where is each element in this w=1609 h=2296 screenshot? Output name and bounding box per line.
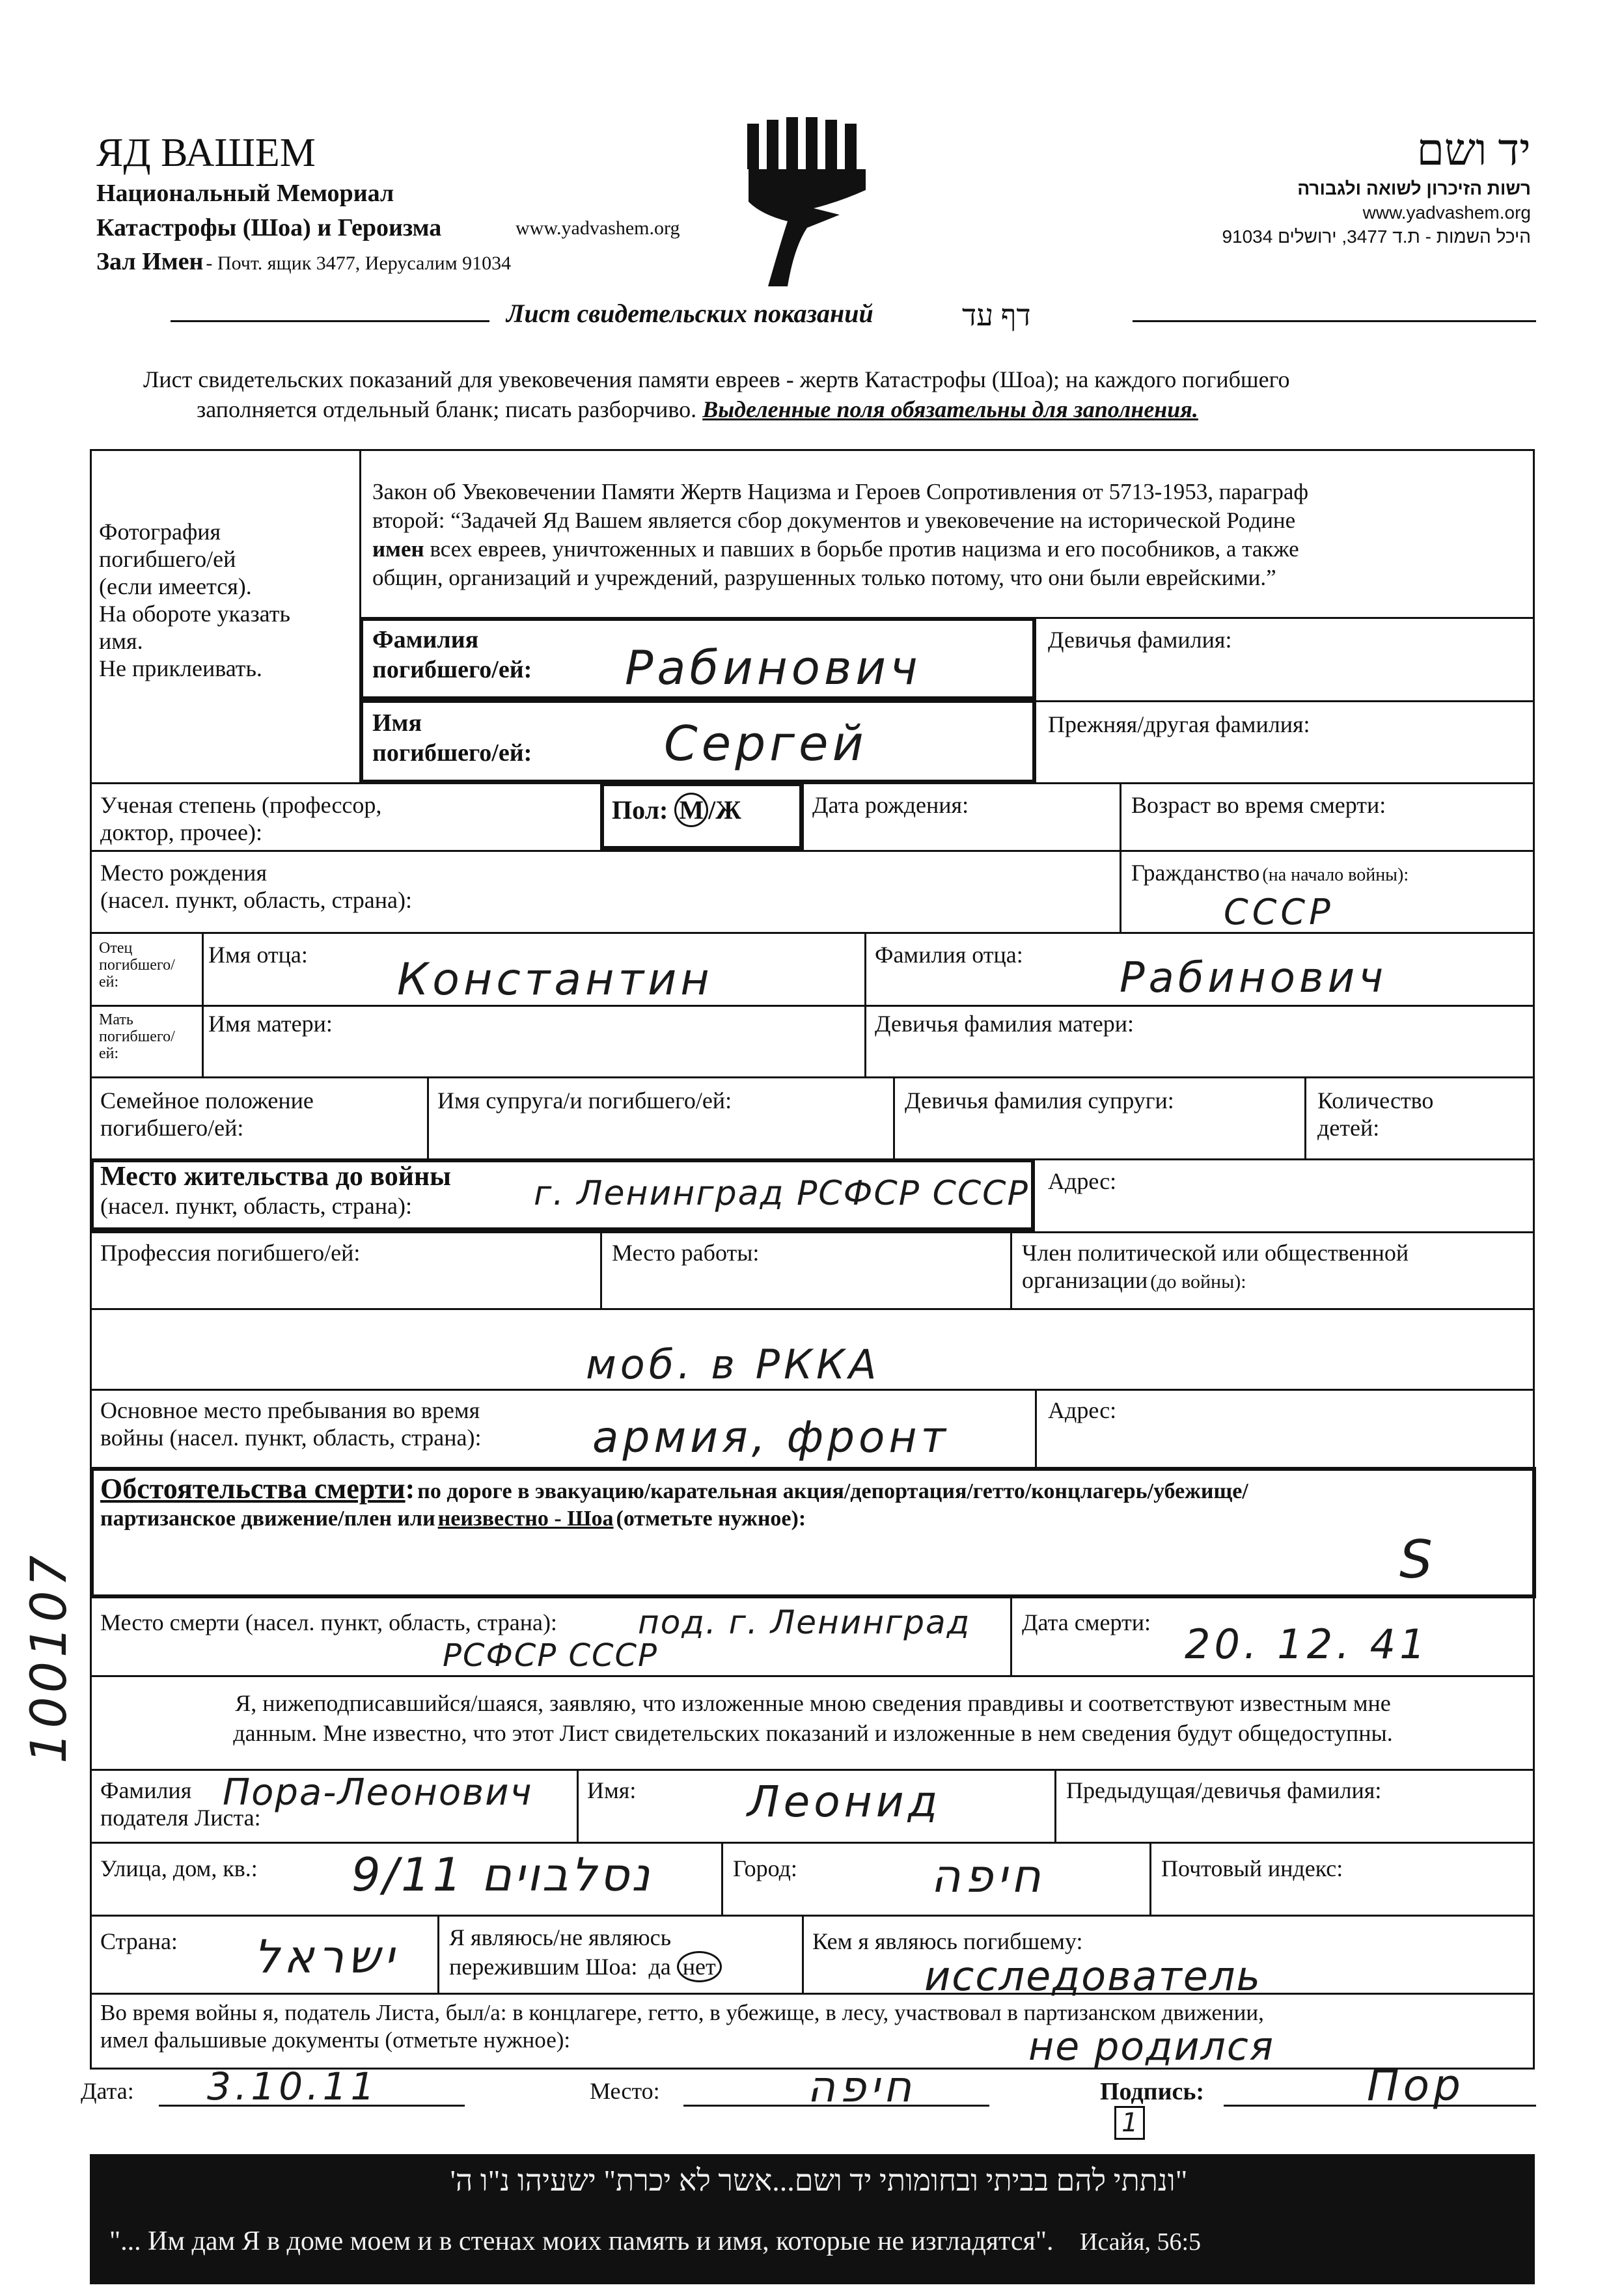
- victim-surname-l1: Фамилия: [372, 626, 479, 653]
- death-date-value: 20. 12. 41: [1185, 1620, 1429, 1668]
- quote-banner: [90, 2154, 1535, 2284]
- ru-org-line2: Катастрофы (Шоа) и Героизма: [96, 214, 442, 241]
- death-options-l2-c: (отметьте нужное):: [616, 1507, 806, 1531]
- sign-date-value: 3.10.11: [207, 2064, 379, 2109]
- death-circumstances-options-l1: по дороге в эвакуацию/карательная акция/депортация/гетто/концлагерь/убежище/: [417, 1479, 1248, 1503]
- intro-line2: [143, 394, 1510, 424]
- zip-label: Почтовый индекс:: [1161, 1855, 1343, 1881]
- divider-birth: [802, 782, 804, 850]
- spouse-maiden-label: Девичья фамилия супруги:: [905, 1087, 1174, 1114]
- children-count-label: [1317, 1087, 1433, 1141]
- member-l2-row: [1022, 1266, 1409, 1294]
- country-value: ישראל: [254, 1930, 398, 1984]
- death-circumstances-colon: :: [405, 1473, 415, 1505]
- submitter-name-label: Имя:: [587, 1777, 637, 1803]
- marital-status-l1: Семейное положение: [100, 1087, 314, 1114]
- submitter-name-divider: [577, 1769, 579, 1842]
- signature-label: Подпись:: [1100, 2078, 1205, 2105]
- death-options-l2-a: партизанское движение/плен или: [100, 1507, 435, 1531]
- children-l1: Количество: [1317, 1087, 1434, 1114]
- birth-date-label: Дата рождения:: [812, 792, 969, 818]
- rule-above-degree: [90, 782, 1535, 784]
- profession-label: Профессия погибшего/ей:: [100, 1240, 361, 1266]
- sex-label-row: [612, 793, 741, 827]
- declaration-l2: данным. Мне известно, что этот Лист свидетельских показаний и изложенные в нем сведения будут общедоступны.: [233, 1720, 1393, 1746]
- law-names-word: имен: [372, 536, 424, 562]
- death-circumstances-l2: [100, 1507, 1526, 1531]
- relation-value: исследователь: [924, 1952, 1262, 2000]
- rule-above-wartime: [90, 1389, 1535, 1391]
- rule-above-family: [90, 1076, 1535, 1078]
- residence-l1: Место жительства до войны: [100, 1162, 451, 1192]
- workplace-divider: [600, 1231, 602, 1308]
- rule-above-father: [90, 932, 1535, 934]
- member-l2: организации: [1022, 1267, 1148, 1293]
- submitter-prev-surname-label: Предыдущая/девичья фамилия:: [1066, 1777, 1382, 1803]
- rule-above-name: [1036, 700, 1535, 702]
- father-side-l1: Отец: [99, 940, 133, 957]
- street-label: Улица, дом, кв.:: [100, 1855, 258, 1881]
- death-circumstances-mark: S: [1399, 1529, 1437, 1590]
- mobilized-value: моб. в РККА: [586, 1341, 881, 1388]
- ru-hall-name: Зал Имен: [96, 248, 204, 275]
- father-side-l2: погибшего/: [99, 957, 175, 974]
- side-record-number: 100107: [20, 1551, 77, 1764]
- death-place-value-l2: РСФСР СССР: [443, 1637, 658, 1674]
- intro-line2-a: заполняется отдельный бланк; писать разборчиво.: [197, 396, 697, 422]
- he-org-url: www.yadvashem.org: [1362, 202, 1531, 223]
- member-label: [1022, 1239, 1409, 1294]
- victim-prev-surname-label: Прежняя/другая фамилия:: [1048, 711, 1310, 737]
- city-label: Город:: [733, 1855, 797, 1881]
- victim-name-l1: Имя: [372, 709, 422, 737]
- survivor-divider: [437, 1915, 439, 1993]
- he-org-line3: היכל השמות - ת.ד 3477, ירושלים 91034: [1222, 226, 1531, 247]
- death-place-value-l1: под. г. Ленинград: [638, 1604, 971, 1641]
- children-divider: [1304, 1076, 1306, 1158]
- header-he-block: [1075, 124, 1531, 250]
- photo-l2: погибшего/ей: [99, 546, 236, 572]
- citizenship-note: (на начало войны):: [1262, 865, 1409, 885]
- submitter-name-value: Леонид: [747, 1777, 942, 1827]
- parents-side-divider: [202, 932, 204, 1076]
- title-rule-left: [171, 320, 489, 322]
- intro-text: [143, 364, 1510, 424]
- law-quote: [372, 478, 1531, 592]
- photo-l6: Не приклеивать.: [99, 655, 262, 681]
- mother-side-l2: погибшего/: [99, 1028, 175, 1045]
- father-name-value: Константин: [397, 954, 713, 1005]
- father-side-label: [99, 940, 175, 991]
- header-ru-block: [96, 130, 747, 275]
- ru-org-line3: [96, 247, 511, 276]
- relation-label: Кем я являюсь погибшему:: [812, 1928, 1083, 1954]
- war-status-l1: Во время войны я, податель Листа, был/а: в концлагере, гетто, в убежище, в лесу, участвовал в партизанском движении,: [100, 2000, 1264, 2025]
- banner-ru-line: [109, 2226, 1522, 2257]
- war-status-value: не родился: [1028, 2024, 1274, 2070]
- survivor-l2-row: [449, 1951, 722, 1982]
- ru-org-url: www.yadvashem.org: [516, 217, 680, 239]
- law-l3-rest: всех евреев, уничтоженных и павших в борьбе против нацизма и его пособников, а также: [430, 536, 1299, 562]
- signature-rule: [1224, 2105, 1536, 2107]
- submitter-prev-divider: [1054, 1769, 1056, 1842]
- spouse-name-label: Имя супруга/и погибшего/ей:: [437, 1087, 732, 1114]
- title-rule-right: [1133, 320, 1536, 322]
- father-side-l3: ей:: [99, 974, 119, 991]
- rule-below-work: [90, 1308, 1535, 1310]
- victim-surname-label: [372, 625, 532, 685]
- spouse-maiden-divider: [893, 1076, 895, 1158]
- declaration-text: [100, 1688, 1526, 1748]
- victim-name-label: [372, 708, 532, 768]
- mother-maiden-label: Девичья фамилия матери:: [875, 1011, 1135, 1037]
- degree-l2: доктор, прочее):: [100, 819, 262, 845]
- victim-name-value: Сергей: [664, 716, 868, 772]
- sign-date-rule: [159, 2105, 465, 2107]
- father-surname-label: Фамилия отца:: [875, 942, 1023, 968]
- birthplace-l2: (насел. пункт, область, страна):: [100, 887, 413, 913]
- marital-status-label: [100, 1087, 314, 1141]
- father-name-label: Имя отца:: [208, 942, 308, 968]
- he-org-title: יד ושם: [1416, 125, 1531, 174]
- birthplace-l1: Место рождения: [100, 860, 268, 886]
- photo-l3: (если имеется).: [99, 573, 252, 599]
- sign-place-value: חיפה: [807, 2062, 916, 2112]
- workplace-label: Место работы:: [612, 1240, 760, 1266]
- death-date-divider: [1010, 1598, 1012, 1675]
- survivor-l2: пережившим Шоа:: [449, 1954, 638, 1980]
- residence-address-label: Адрес:: [1048, 1168, 1117, 1194]
- mother-side-label: [99, 1011, 175, 1062]
- sign-date-label: Дата:: [81, 2078, 134, 2104]
- father-surname-divider: [864, 932, 866, 1076]
- victim-surname-value: Рабинович: [625, 640, 922, 695]
- survivor-option-no[interactable]: нет: [677, 1951, 722, 1982]
- sign-place-rule: [683, 2105, 989, 2107]
- law-l3: [372, 535, 1531, 564]
- spouse-divider: [427, 1076, 429, 1158]
- wartime-place-value: армия, фронт: [592, 1412, 950, 1462]
- children-l2: детей:: [1317, 1115, 1380, 1141]
- street-value: 9/11 נסלבוים: [351, 1848, 653, 1902]
- birthplace-label: [100, 859, 412, 914]
- signature-value: Пор: [1367, 2060, 1465, 2111]
- survivor-l1: Я являюсь/не являюсь: [449, 1924, 672, 1950]
- sex-option-f[interactable]: /Ж: [708, 795, 741, 825]
- age-at-death-label: Возраст во время смерти:: [1131, 792, 1386, 818]
- relation-divider: [802, 1915, 804, 1993]
- zip-divider: [1149, 1842, 1151, 1915]
- rule-above-mother: [90, 1005, 1535, 1007]
- ru-org-title: ЯД ВАШЕМ: [96, 131, 316, 175]
- wartime-address-divider: [1035, 1389, 1037, 1468]
- banner-he-quote: "ונתתי להם בביתי ובחומותי יד ושם...אשר לא יכרת" ישעיהו נ"ו ה': [450, 2164, 1188, 2197]
- death-place-label: Место смерти (насел. пункт, область, страна):: [100, 1609, 557, 1635]
- degree-label: [100, 791, 381, 846]
- wartime-place-label: [100, 1397, 482, 1451]
- declaration-l1: Я, нижеподписавшийся/шаяся, заявляю, что изложенные мною сведения правдивы и соответствуют известным мне: [235, 1690, 1391, 1716]
- ru-hall-address: - Почт. ящик 3477, Иерусалим 91034: [206, 253, 512, 274]
- intro-required-note: Выделенные поля обязательны для заполнения.: [702, 396, 1198, 422]
- divider-age: [1120, 782, 1121, 932]
- law-l1: Закон об Увековечении Памяти Жертв Нацизма и Героев Сопротивления от 5713-1953, параграф: [372, 479, 1309, 504]
- death-circumstances-text: [100, 1472, 1526, 1531]
- country-label: Страна:: [100, 1928, 178, 1954]
- death-date-label: Дата смерти:: [1022, 1609, 1151, 1635]
- page-number-mark: 1: [1114, 2106, 1145, 2140]
- residence-l2: (насел. пункт, область, страна):: [100, 1193, 413, 1219]
- photo-l1: Фотография: [99, 519, 221, 545]
- sex-option-m[interactable]: М: [674, 793, 708, 827]
- citizenship-value: СССР: [1224, 892, 1334, 933]
- wartime-l1: Основное место пребывания во время: [100, 1397, 480, 1423]
- death-options-unknown: неизвестно - Шоа: [437, 1507, 614, 1531]
- citizenship-label: Гражданство: [1131, 860, 1260, 886]
- war-status-l2: имел фальшивые документы (отметьте нужное):: [100, 2027, 571, 2053]
- rule-above-birthplace: [90, 850, 1535, 852]
- yad-vashem-logo: [742, 117, 872, 293]
- victim-surname-l2: погибшего/ей:: [372, 656, 532, 683]
- citizenship-label-row: [1131, 859, 1409, 886]
- sign-place-label: Место:: [590, 2078, 660, 2104]
- rule-above-declaration: [90, 1675, 1535, 1677]
- residence-label: [100, 1161, 451, 1220]
- rule-above-war-status: [90, 1993, 1535, 1995]
- form-title-ru: Лист свидетельских показаний: [506, 299, 873, 328]
- member-l1: Член политической или общественной: [1022, 1240, 1409, 1266]
- he-org-line1: רשות הזיכרון לשואה ולגבורה: [1297, 178, 1531, 198]
- member-divider: [1010, 1231, 1012, 1308]
- victim-maiden-label: Девичья фамилия:: [1048, 627, 1232, 653]
- banner-ru-quote: "... Им дам Я в доме моем и в стенах моих память и имя, которые не изгладятся".: [109, 2226, 1054, 2256]
- city-divider: [721, 1842, 723, 1915]
- law-l2: второй: “Задачей Яд Вашем является сбор документов и увековечение на исторической Родине: [372, 508, 1296, 533]
- submitter-surname-l1: Фамилия: [100, 1777, 192, 1803]
- marital-status-l2: погибшего/ей:: [100, 1115, 244, 1141]
- law-l4: общин, организаций и учреждений, разрушенных только потому, что они были еврейскими.”: [372, 565, 1276, 590]
- war-status-text: [100, 1999, 1526, 2054]
- mother-side-l1: Мать: [99, 1011, 133, 1028]
- mother-side-l3: ей:: [99, 1045, 119, 1062]
- death-circumstances-label: Обстоятельства смерти: [100, 1473, 406, 1505]
- banner-ref: Исайя, 56:5: [1080, 2228, 1202, 2256]
- submitter-surname-value: Пора-Леонович: [223, 1771, 533, 1814]
- member-note: (до войны):: [1150, 1271, 1246, 1292]
- victim-name-l2: погибшего/ей:: [372, 739, 532, 767]
- rule-above-address: [90, 1842, 1535, 1844]
- form-title-he: דף עד: [962, 299, 1031, 332]
- rule-above-submitter: [90, 1769, 1535, 1771]
- survivor-label: [449, 1924, 722, 1982]
- wartime-l2: войны (насел. пункт, область, страна):: [100, 1425, 482, 1451]
- father-surname-value: Рабинович: [1120, 954, 1387, 1002]
- wartime-address-label: Адрес:: [1048, 1397, 1117, 1423]
- submitter-surname-l2: подателя Листа:: [100, 1805, 261, 1831]
- sex-label: Пол:: [612, 795, 668, 825]
- survivor-option-yes[interactable]: да: [648, 1954, 671, 1980]
- photo-l5: имя.: [99, 628, 143, 654]
- ru-org-line1: Национальный Мемориал: [96, 180, 394, 207]
- photo-l4: На обороте указать: [99, 601, 290, 627]
- photo-instructions: [99, 518, 359, 682]
- rule-above-country: [90, 1915, 1535, 1917]
- residence-value: г. Ленинград РСФСР СССР: [534, 1174, 1029, 1213]
- mother-name-label: Имя матери:: [208, 1011, 333, 1037]
- city-value: חיפה: [931, 1850, 1045, 1903]
- rule-above-work: [90, 1231, 1535, 1233]
- degree-l1: Ученая степень (профессор,: [100, 792, 382, 818]
- death-circumstances-l1: [100, 1472, 1526, 1505]
- intro-line1: Лист свидетельских показаний для увековечения памяти евреев - жертв Катастрофы (Шоа); на каждого погибшего: [143, 366, 1290, 392]
